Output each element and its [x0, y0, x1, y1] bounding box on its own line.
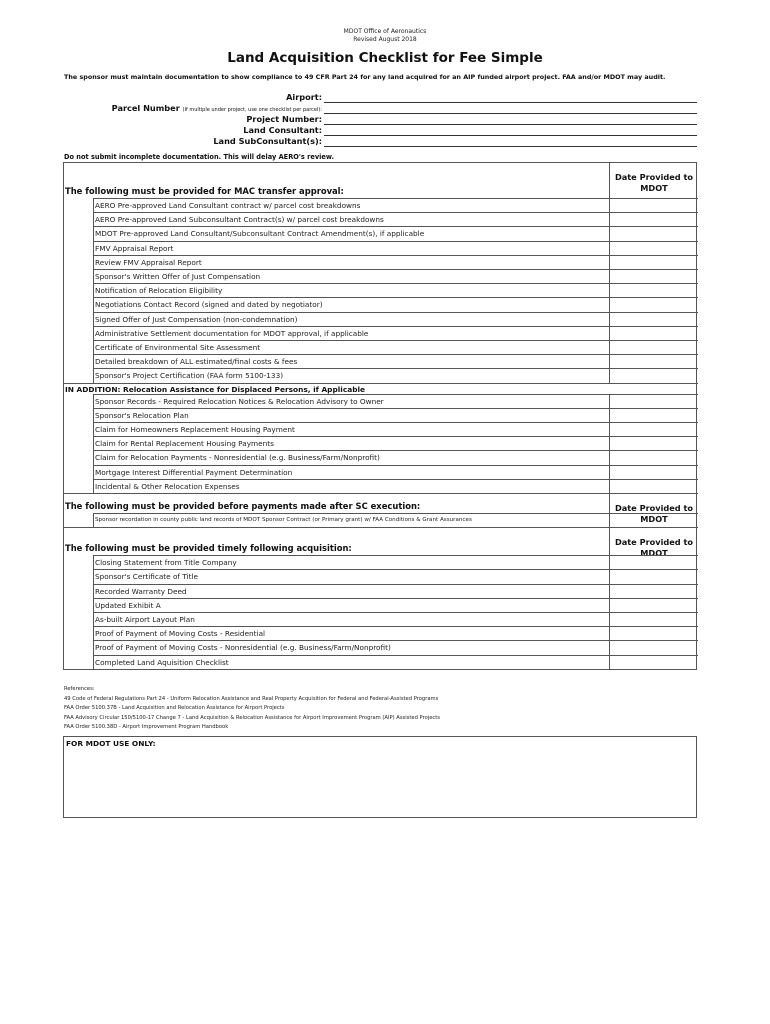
checklist-row: [93, 569, 698, 583]
date-provided-cell[interactable]: [609, 656, 698, 669]
parcel-label: [112, 103, 322, 113]
date-provided-cell[interactable]: [609, 199, 698, 212]
checklist-row: [93, 655, 698, 669]
reference-item: 49 Code of Federal Regulations Part 24 - Uniform Relocation Assistance and Real Property Acquisition for Federal and Federal-Assisted Programs: [64, 695, 439, 702]
document-header: [0, 28, 770, 44]
mac-transfer-section-heading-row: [64, 163, 698, 198]
checklist-row: [93, 297, 698, 311]
checklist-item: Signed Offer of Just Compensation (non-condemnation): [95, 314, 298, 324]
relocation-section-heading-row: [64, 383, 698, 394]
date-provided-cell[interactable]: [609, 409, 698, 422]
post-acquisition-section-heading: The following must be provided timely following acquisition:: [65, 543, 352, 554]
page-title: Land Acquisition Checklist for Fee Simple: [227, 50, 543, 66]
checklist-item: FMV Appraisal Report: [95, 243, 174, 253]
checklist-item: Completed Land Aquisition Checklist: [95, 657, 229, 667]
date-provided-cell[interactable]: [609, 423, 698, 436]
date-provided-cell[interactable]: [609, 641, 698, 654]
checklist-item: Updated Exhibit A: [95, 600, 161, 610]
checklist-row: [93, 422, 698, 436]
date-provided-cell[interactable]: [609, 227, 698, 240]
checklist-item: Closing Statement from Title Company: [95, 558, 237, 568]
revision-date: Revised August 2018: [353, 36, 417, 43]
checklist-item: Claim for Rental Replacement Housing Payments: [95, 439, 274, 449]
date-provided-cell[interactable]: [609, 341, 698, 354]
subconsultant-label: Land SubConsultant(s):: [213, 136, 322, 146]
mac-transfer-section-heading: The following must be provided for MAC transfer approval:: [65, 186, 344, 196]
warning-text: Do not submit incomplete documentation. This will delay AERO's review.: [64, 153, 335, 161]
date-provided-cell[interactable]: [609, 395, 698, 408]
checklist-item: Sponsor Records - Required Relocation Notices & Relocation Advisory to Owner: [95, 396, 384, 406]
checklist-row: [93, 513, 698, 527]
checklist-item: Recorded Warranty Deed: [95, 586, 187, 596]
checklist-item: Sponsor recordation in county public land records of MDOT Sponsor Contract (or Primary grant) w/ FAA Conditions & Grant Assurances: [95, 517, 472, 523]
mdot-use-label: FOR MDOT USE ONLY:: [66, 739, 156, 748]
checklist-item: Notification of Relocation Eligibility: [95, 286, 223, 296]
checklist-row: [93, 368, 698, 382]
checklist-item: Sponsor's Relocation Plan: [95, 410, 189, 420]
checklist-row: [93, 465, 698, 479]
airport-field[interactable]: [64, 92, 697, 103]
date-provided-cell[interactable]: [609, 466, 698, 479]
date-provided-cell[interactable]: [609, 256, 698, 269]
project-field[interactable]: [64, 114, 697, 125]
checklist-row: [93, 269, 698, 283]
date-provided-header: Date Provided to MDOT: [609, 494, 698, 513]
post-acquisition-section-heading-row: [64, 527, 698, 559]
checklist-row: [93, 340, 698, 354]
project-label: Project Number:: [246, 114, 322, 124]
checklist-row: [93, 555, 698, 569]
date-provided-header: Date Provided to MDOT: [609, 163, 698, 198]
checklist-row: [93, 612, 698, 626]
checklist-row: [93, 312, 698, 326]
checklist-item: Incidental & Other Relocation Expenses: [95, 481, 240, 491]
subconsultant-field[interactable]: [64, 136, 697, 147]
checklist-row: [93, 198, 698, 212]
date-provided-cell[interactable]: [609, 313, 698, 326]
checklist-item: Proof of Payment of Moving Costs - Residential: [95, 629, 266, 639]
reference-item: FAA Order 5100.37B - Land Acquisition and Relocation Assistance for Airport Projects: [64, 705, 285, 712]
date-provided-cell[interactable]: [609, 298, 698, 311]
checklist-item: Certificate of Environmental Site Assessment: [95, 343, 261, 352]
checklist-row: [93, 450, 698, 464]
checklist-table: [63, 162, 697, 670]
airport-label: Airport:: [286, 92, 322, 102]
checklist-item: Mortgage Interest Differential Payment Determination: [95, 467, 293, 477]
checklist-row: [93, 626, 698, 640]
checklist-item: Proof of Payment of Moving Costs - Nonresidential (e.g. Business/Farm/Nonprofit): [95, 643, 391, 653]
checklist-row: [93, 408, 698, 422]
checklist-row: [93, 394, 698, 408]
relocation-section-heading: IN ADDITION: Relocation Assistance for Displaced Persons, if Applicable: [65, 384, 366, 394]
references: [64, 685, 440, 733]
parcel-field[interactable]: [64, 103, 697, 114]
date-provided-cell[interactable]: [609, 599, 698, 612]
checklist-item: MDOT Pre-approved Land Consultant/Subconsultant Contract Amendment(s), if applicable: [95, 229, 425, 239]
date-provided-cell[interactable]: [609, 556, 698, 569]
parcel-label-text: Parcel Number: [111, 103, 180, 113]
checklist-row: [93, 584, 698, 598]
checklist-row: [93, 479, 698, 493]
date-provided-cell[interactable]: [609, 585, 698, 598]
date-provided-cell[interactable]: [609, 213, 698, 226]
mdot-use-box[interactable]: [63, 736, 697, 818]
checklist-item: Sponsor's Project Certification (FAA form 5100-133): [95, 371, 284, 381]
checklist-item: Review FMV Appraisal Report: [95, 257, 202, 267]
checklist-row: [93, 640, 698, 654]
checklist-item: AERO Pre-approved Land Subconsultant Contract(s) w/ parcel cost breakdowns: [95, 215, 384, 225]
checklist-item: AERO Pre-approved Land Consultant contract w/ parcel cost breakdowns: [95, 201, 361, 210]
checklist-row: [93, 212, 698, 226]
checklist-item: Administrative Settlement documentation for MDOT approval, if applicable: [95, 328, 369, 338]
checklist-row: [93, 241, 698, 255]
checklist-item: Claim for Homeowners Replacement Housing Payment: [95, 425, 295, 434]
checklist-item: As-built Airport Layout Plan: [95, 615, 195, 624]
checklist-item: Sponsor's Written Offer of Just Compensation: [95, 272, 261, 281]
checklist-item: Negotiations Contact Record (signed and dated by negotiator): [95, 300, 323, 310]
checklist-row: [93, 354, 698, 368]
checklist-item: Detailed breakdown of ALL estimated/final costs & fees: [95, 357, 298, 367]
date-provided-cell[interactable]: [609, 627, 698, 640]
date-provided-cell[interactable]: [609, 242, 698, 255]
consultant-field[interactable]: [64, 125, 697, 136]
date-provided-cell[interactable]: [609, 369, 698, 382]
checklist-row: [93, 283, 698, 297]
date-provided-cell[interactable]: [609, 437, 698, 450]
reference-item: FAA Advisory Circular 150/5100-17 Change 7 - Land Acquisition & Relocation Assistance for Airport Improvement Program (AIP) Assisted Projects: [64, 714, 440, 721]
date-provided-cell[interactable]: [609, 284, 698, 297]
intro-text: The sponsor must maintain documentation to show compliance to 49 CFR Part 24 for any land acquired for an AIP funded airport project. FAA and/or MDOT may audit.: [64, 73, 666, 81]
date-provided-cell[interactable]: [609, 570, 698, 583]
checklist-item: Sponsor's Certificate of Title: [95, 572, 198, 582]
checklist-row: [93, 255, 698, 269]
date-provided-cell[interactable]: [609, 355, 698, 368]
checklist-row: [93, 436, 698, 450]
date-provided-cell[interactable]: [609, 270, 698, 283]
parcel-note: (If multiple under project, use one checklist per parcel):: [182, 107, 322, 113]
reference-item: FAA Order 5100.38D - Airport Improvement Program Handbook: [64, 724, 229, 731]
date-provided-header: Date Provided to MDOT: [609, 528, 698, 555]
checklist-row: [93, 598, 698, 612]
references-heading: References:: [64, 686, 95, 692]
payments-section-heading: The following must be provided before payments made after SC execution:: [65, 501, 421, 511]
date-provided-cell[interactable]: [609, 613, 698, 626]
date-provided-cell[interactable]: [609, 514, 698, 527]
date-provided-cell[interactable]: [609, 327, 698, 340]
checklist-row: [93, 226, 698, 240]
date-provided-cell[interactable]: [609, 451, 698, 464]
checklist-item: Claim for Relocation Payments - Nonresidential (e.g. Business/Farm/Nonprofit): [95, 453, 380, 463]
date-provided-cell[interactable]: [609, 480, 698, 493]
subconsultant-input-line[interactable]: [324, 146, 697, 147]
office-name: MDOT Office of Aeronautics: [343, 28, 427, 35]
checklist-row: [93, 326, 698, 340]
consultant-label: Land Consultant:: [243, 125, 322, 135]
